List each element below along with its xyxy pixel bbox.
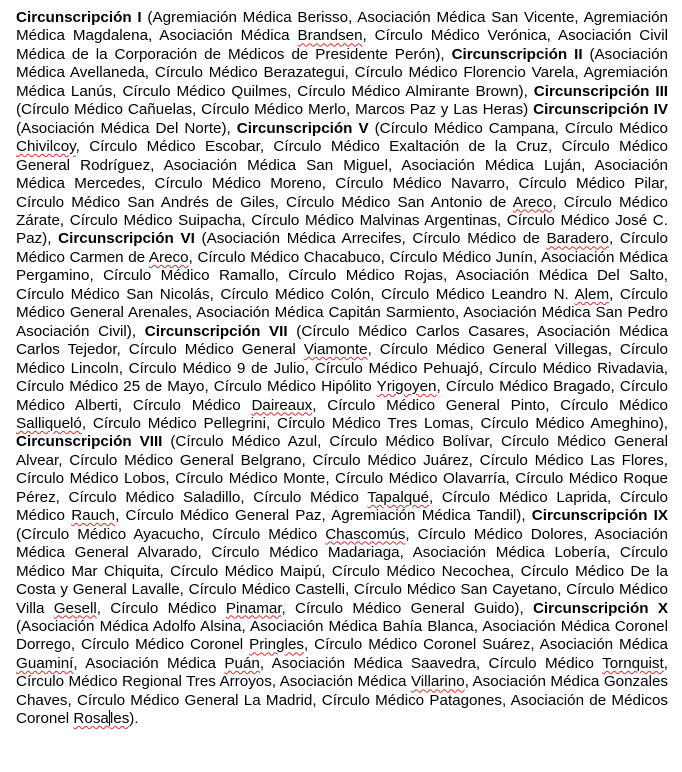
circunscripcion-heading: Circunscripción X <box>532 599 668 617</box>
spellcheck-flagged-word: Pinamar <box>225 599 282 617</box>
spellcheck-flagged-word: Tapalqué <box>367 488 430 506</box>
paragraph-text-run: , Círculo Médico Bragado, Círculo Médico Alberti, Círculo Médico <box>16 378 668 414</box>
paragraph-text-run: (Asociación Médica Del Norte), <box>16 119 237 137</box>
paragraph-text-run: , Círculo Médico Regional Tres Arroyos, Asociación Médica <box>16 654 668 691</box>
spellcheck-flagged-word: Areco <box>512 193 553 211</box>
spellcheck-flagged-word: Baradero <box>546 230 609 248</box>
spellcheck-flagged-word: Pringles <box>249 636 304 654</box>
paragraph-text-run: (Círculo Médico Ayacucho, Círculo Médico <box>16 525 326 543</box>
circunscripcion-heading: Circunscripción II <box>451 45 583 63</box>
spellcheck-flagged-word: les <box>109 710 130 728</box>
paragraph-text-run: , Círculo Médico General Paz, Agremiación Médica Tandil), <box>115 507 532 525</box>
paragraph-text-run: (Círculo Médico Campana, Círculo Médico <box>368 119 668 137</box>
paragraph-text-run: , Círculo Médico Escobar, Círculo Médico Exaltación de la Cruz, Círculo Médico General Rodríguez, Asociación Médica San Miguel, Asociación Médica Luján, Asociación Médica Mercedes, Círculo Médico Moreno, Círculo Médico Navarro, Círculo Médico Pilar, Círculo Médico San Andrés de Giles, Círculo Médico San Antonio de <box>16 138 668 211</box>
paragraph-text-run: (Agremiación Médica Berisso, Asociación Médica San Vicente, Agremiación Médica Magdalena, Asociación Médica <box>16 9 668 45</box>
paragraph-text-run: , Círculo Médico General Guido), <box>281 599 533 617</box>
paragraph-text-run: ). <box>129 710 139 728</box>
circunscripcion-heading: Circunscripción VI <box>58 230 195 248</box>
spellcheck-flagged-word: Villarino <box>410 673 465 691</box>
spellcheck-flagged-word: Areco <box>148 248 189 266</box>
paragraph-text-run: (Círculo Médico Cañuelas, Círculo Médico Merlo, Marcos Paz y Las Heras) <box>16 101 534 119</box>
spellcheck-flagged-word: Alem <box>574 285 610 303</box>
spellcheck-flagged-word: Guaminí <box>16 654 74 672</box>
paragraph-text-run: (Asociación Médica Arrecifes, Círculo Médico de <box>194 230 547 248</box>
paragraph-text-run: , Círculo Médico Dolores, Asociación Médica General Alvarado, Círculo Médico Madariaga, Asociación Médica Lobería, Círculo Médico Mar Chiquita, Círculo Médico Maipú, Círculo Médico Necochea, Círculo Médico De la Costa y General Lavalle, Círculo Médico Castelli, Círculo Médico San Cayetano, Círculo Médico Villa <box>16 525 668 617</box>
spellcheck-flagged-word: Puán <box>224 654 260 672</box>
paragraph-text-run: , Asociación Médica <box>73 654 225 672</box>
paragraph-text-run: , Círculo Médico Pellegrini, Círculo Médico Tres Lomas, Círculo Médico Ameghino), <box>81 414 668 432</box>
paragraph-text-run: , Círculo Médico General Villegas, Círculo Médico Lincoln, Círculo Médico 9 de Julio, Círculo Médico Pehuajó, Círculo Médico Rivadavia, Círculo Médico 25 de Mayo, Círculo Médico Hipólito <box>16 341 669 396</box>
paragraph-text-run: (Círculo Médico Azul, Círculo Médico Bolívar, Círculo Médico General Alvear, Círculo Médico General Belgrano, Círculo Médico Juárez, Círculo Médico Las Flores, Círculo Médico Lobos, Círculo Médico Monte, Círculo Médico Olavarría, Círculo Médico Roque Pérez, Círculo Médico Saladillo, Círculo Médico <box>16 433 668 506</box>
paragraph-text-run: , Círculo Médico Laprida, Círculo Médico <box>16 488 668 525</box>
circunscripciones-paragraph[interactable] <box>16 9 668 729</box>
spellcheck-flagged-word: Gesell <box>53 599 97 617</box>
spellcheck-flagged-word: Rosa <box>73 710 109 728</box>
paragraph-text-run: , Círculo Médico Zárate, Círculo Médico Suipacha, Círculo Médico Malvinas Argentinas, Círculo Médico José C. Paz), <box>16 193 668 248</box>
spellcheck-flagged-word: Chascomús <box>325 525 406 543</box>
paragraph-text-run: , Círculo Médico General Arenales, Asociación Médica Capitán Sarmiento, Asociación Médica San Pedro Asociación Civil), <box>16 285 669 340</box>
paragraph-text-run: , Círculo Médico Verónica, Asociación Civil Médica de la Corporación de Médicos de Presidente Perón), <box>16 27 668 63</box>
spellcheck-flagged-word: Yrigoyen <box>376 378 437 396</box>
spellcheck-flagged-word: Brandsen <box>297 27 363 45</box>
spellcheck-flagged-word: Tornquist <box>602 654 664 672</box>
circunscripcion-heading: Circunscripción III <box>533 82 669 100</box>
paragraph-text-run: (Asociación Médica Adolfo Alsina, Asociación Médica Bahía Blanca, Asociación Médica Coronel Dorrego, Círculo Médico Coronel <box>16 617 668 654</box>
paragraph-text-run: , Asociación Médica Saavedra, Círculo Médico <box>259 654 603 672</box>
paragraph-text-run: , Círculo Médico <box>96 599 226 617</box>
spellcheck-flagged-word: Rauch <box>71 507 116 525</box>
paragraph-text-run: , Círculo Médico Chacabuco, Círculo Médico Junín, Asociación Médica Pergamino, Círculo Médico Ramallo, Círculo Médico Rojas, Asociación Médica Del Salto, Círculo Médico San Nicolás, Círculo Médico Colón, Círculo Médico Leandro N. <box>16 248 668 303</box>
circunscripcion-heading: Circunscripción VII <box>144 322 288 340</box>
circunscripcion-heading: Circunscripción VIII <box>16 433 163 451</box>
circunscripcion-heading: Circunscripción IX <box>531 507 668 525</box>
circunscripcion-heading: Circunscripción IV <box>533 101 668 119</box>
paragraph-text-run: (Asociación Médica Avellaneda, Círculo Médico Berazategui, Círculo Médico Florencio Varela, Agremiación Médica Lanús, Círculo Médico Quilmes, Círculo Médico Almirante Brown), <box>16 45 668 100</box>
spellcheck-flagged-word: Daireaux <box>251 396 313 414</box>
circunscripcion-heading: Circunscripción I <box>16 9 142 26</box>
spellcheck-flagged-word: Viamonte <box>303 341 368 359</box>
paragraph-text-run: , Círculo Médico General Pinto, Círculo Médico <box>312 396 668 414</box>
paragraph-text-run: , Círculo Médico Coronel Suárez, Asociación Médica <box>303 636 669 654</box>
paragraph-text-run: , Asociación Médica Gonzales Chaves, Círculo Médico General La Madrid, Círculo Médico Patagones, Asociación de Médicos Coronel <box>16 673 668 728</box>
spellcheck-flagged-word: Salliqueló <box>16 414 82 432</box>
paragraph-text-run: (Círculo Médico Carlos Casares, Asociación Médica Carlos Tejedor, Círculo Médico General <box>16 322 668 359</box>
circunscripcion-heading: Circunscripción V <box>236 119 369 137</box>
spellcheck-flagged-word: Chivilcoy <box>16 138 76 156</box>
paragraph-text-run: , Círculo Médico Carmen de <box>16 230 668 266</box>
